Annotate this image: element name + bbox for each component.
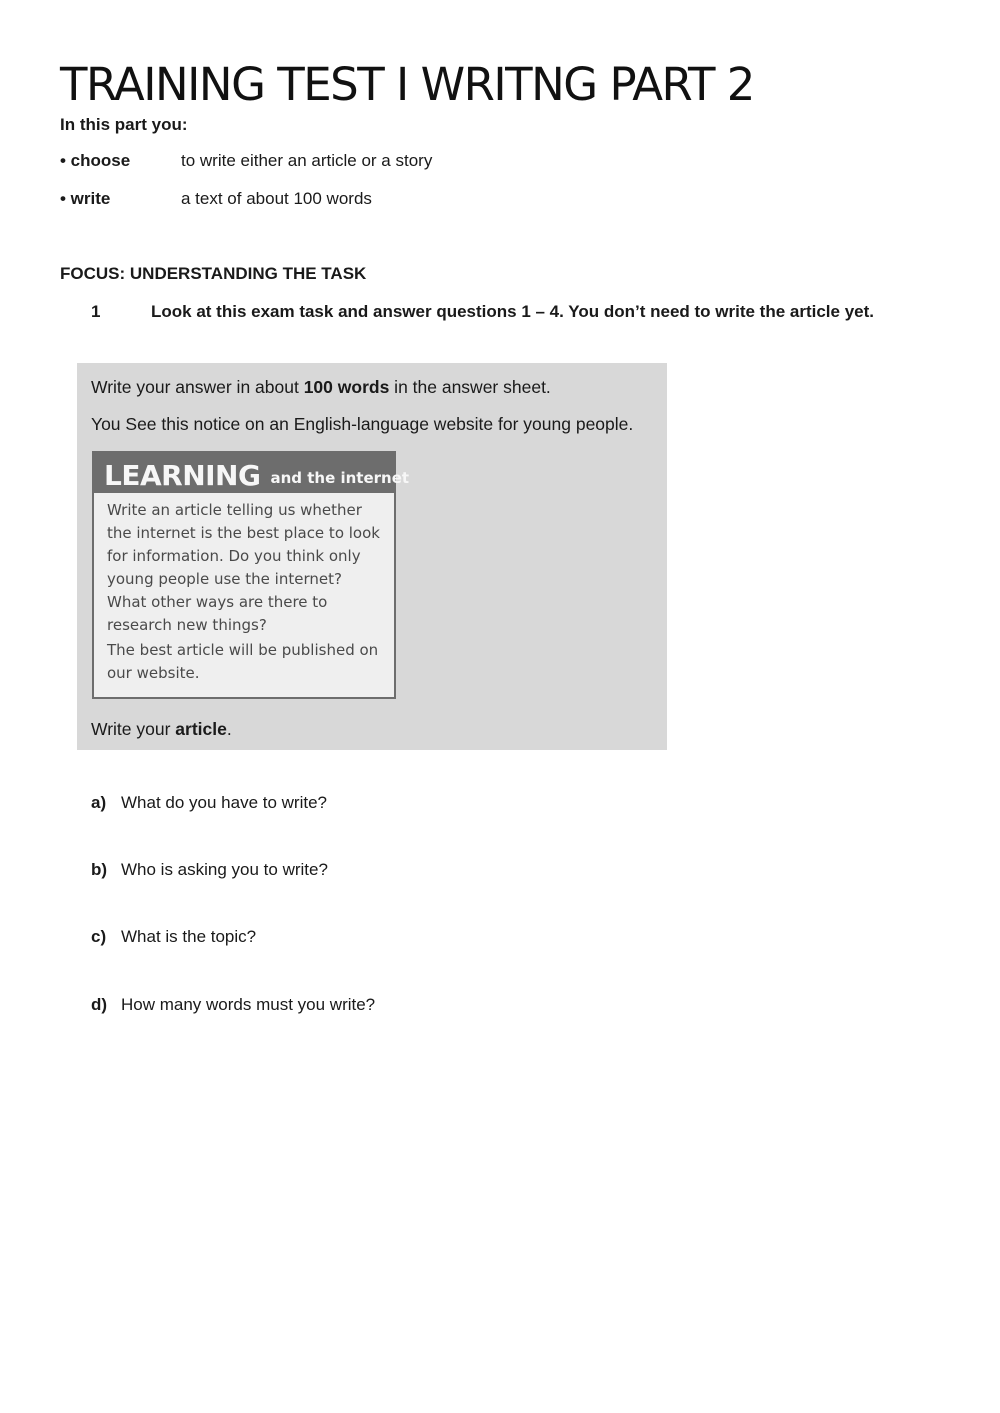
bullet-term: • choose [60,151,131,170]
bullet-text: to write either an article or a story [181,151,433,170]
question-letter: b) [91,860,108,879]
instruction-number: 1 [91,302,101,321]
exam-task-box [77,363,667,750]
task-line-notice: You See this notice on an English-language website for young people. [91,414,634,434]
task-line-text: in the answer sheet. [389,377,551,397]
notice-subtitle: and the internet [270,469,410,487]
page-title: TRAINING TEST I WRITNG PART 2 [60,58,754,111]
bullet-write [60,188,372,210]
question-text: Who is asking you to write? [121,860,328,879]
notice-paragraph: The best article will be published on our website. [107,641,379,682]
task-line-text: Write your answer in about [91,377,304,397]
question-text: How many words must you write? [121,995,376,1014]
question-a [91,792,327,814]
instruction-text: Look at this exam task and answer questions 1 – 4. You don’t need to write the article yet. [151,302,875,321]
task-line-write-article [91,718,232,740]
question-text: What is the topic? [121,927,257,946]
task-line-word-count [91,376,551,398]
question-text: What do you have to write? [121,793,328,812]
focus-heading: FOCUS: UNDERSTANDING THE TASK [60,264,367,283]
notice-card [92,451,410,699]
question-letter: c) [91,927,107,946]
bullet-term: • write [60,189,111,208]
bullet-choose [60,150,432,172]
notice-header [94,453,410,493]
question-letter: d) [91,995,108,1014]
notice-title: LEARNING [104,459,261,492]
task-line-bold: article [175,719,227,739]
notice-body [107,499,382,685]
question-b [91,859,328,881]
bullet-text: a text of about 100 words [181,189,372,208]
task-line-text: . [226,719,232,739]
question-c [91,926,256,948]
instruction [91,301,874,323]
question-d [91,994,375,1016]
task-line-text: Write your [91,719,176,739]
notice-paragraph: Write an article telling us whether the internet is the best place to look for information. Do you think only young people use the internet? What other ways are there to research new things? [107,501,380,634]
task-line-bold: 100 words [303,377,390,397]
intro-text: In this part you: [60,115,188,134]
question-letter: a) [91,793,107,812]
